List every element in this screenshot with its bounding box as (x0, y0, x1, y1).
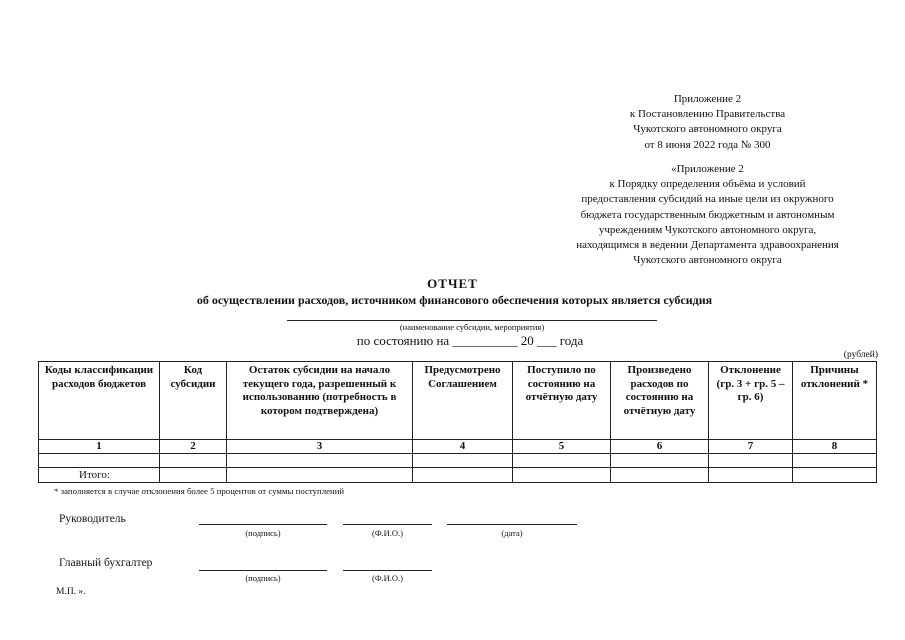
as-of-date-line: по состоянию на __________ 20 ___ года (356, 333, 584, 348)
table-cell (513, 454, 611, 468)
table-cell (227, 468, 413, 483)
report-title: ОТЧЕТ (427, 276, 478, 291)
appendix-procedure-line: бюджета государственным бюджетным и автономным (580, 208, 835, 221)
column-number: 2 (160, 440, 227, 454)
head-label: Руководитель (59, 513, 126, 525)
appendix-decree-line: к Постановлению Правительства (629, 108, 786, 121)
table-cell (413, 454, 513, 468)
head-date-caption: (дата) (501, 528, 523, 538)
appendix-procedure-block (540, 162, 875, 268)
table-cell (160, 468, 227, 483)
column-number: 5 (513, 440, 611, 454)
table-cell (413, 468, 513, 483)
report-subtitle: об осуществлении расходов, источником финансового обеспечения которых является субсидия (196, 293, 713, 307)
appendix-decree-line: Приложение 2 (673, 93, 742, 105)
table-cell (793, 468, 877, 483)
appendix-procedure-line: предоставления субсидий на иные цели из окружного (581, 193, 834, 206)
appendix-procedure-line: «Приложение 2 (671, 163, 744, 175)
table-cell (39, 454, 160, 468)
column-number: 6 (611, 440, 709, 454)
appendix-procedure-line: учреждениям Чукотского автономного округа, (598, 223, 817, 236)
column-header: Произведено расходов по состоянию на отчётную дату (611, 362, 709, 440)
table-cell (160, 454, 227, 468)
column-header: Код субсидии (160, 362, 227, 440)
head-signature-line (199, 524, 327, 525)
column-number: 7 (709, 440, 793, 454)
appendix-procedure-line: к Порядку определения объёма и условий (609, 178, 806, 191)
accountant-signature-caption: (подпись) (245, 573, 281, 583)
subsidy-name-caption: (наименование субсидии, мероприятия) (399, 322, 545, 332)
subsidy-name-line (287, 320, 657, 321)
column-header: Остаток субсидии на начало текущего года, разрешенный к использованию (потребность в котором подтверждена) (227, 362, 413, 440)
stamp-note: М.П. ». (56, 587, 86, 597)
head-name-line (343, 524, 432, 525)
table-cell (709, 454, 793, 468)
column-header: Причины отклонений * (793, 362, 877, 440)
appendix-procedure-line: Чукотского автономного округа (633, 254, 782, 267)
column-header: Поступило по состоянию на отчётную дату (513, 362, 611, 440)
table-row (39, 454, 877, 468)
appendix-procedure-line: находящимся в ведении Департамента здравоохранения (576, 239, 839, 252)
appendix-decree-block (540, 92, 875, 153)
accountant-label: Главный бухгалтер (59, 557, 153, 569)
column-number: 8 (793, 440, 877, 454)
column-number: 4 (413, 440, 513, 454)
appendix-decree-line: от 8 июня 2022 года № 300 (644, 138, 771, 151)
accountant-name-caption: (Ф.И.О.) (371, 573, 404, 583)
total-row (39, 468, 877, 483)
table-cell (793, 454, 877, 468)
total-label: Итого: (39, 468, 160, 483)
head-name-caption: (Ф.И.О.) (371, 528, 404, 538)
table-cell (709, 468, 793, 483)
table-cell (513, 468, 611, 483)
footnote: * заполняется в случае отклонения более 5 процентов от суммы поступлений (54, 486, 345, 496)
table-cell (611, 468, 709, 483)
accountant-name-line (343, 570, 432, 571)
column-header: Предусмотрено Соглашением (413, 362, 513, 440)
appendix-decree-line: Чукотского автономного округа (633, 123, 782, 136)
table-cell (611, 454, 709, 468)
units-label: (рублей) (843, 350, 878, 360)
column-header: Отклонение (гр. 3 + гр. 5 – гр. 6) (709, 362, 793, 440)
head-signature-caption: (подпись) (245, 528, 281, 538)
column-number: 3 (227, 440, 413, 454)
head-date-line (447, 524, 577, 525)
column-number-row (39, 440, 877, 454)
column-header: Коды классификации расходов бюджетов (39, 362, 160, 440)
accountant-signature-line (199, 570, 327, 571)
report-table (38, 361, 877, 483)
table-cell (227, 454, 413, 468)
column-number: 1 (39, 440, 160, 454)
table-header-row (39, 362, 877, 440)
